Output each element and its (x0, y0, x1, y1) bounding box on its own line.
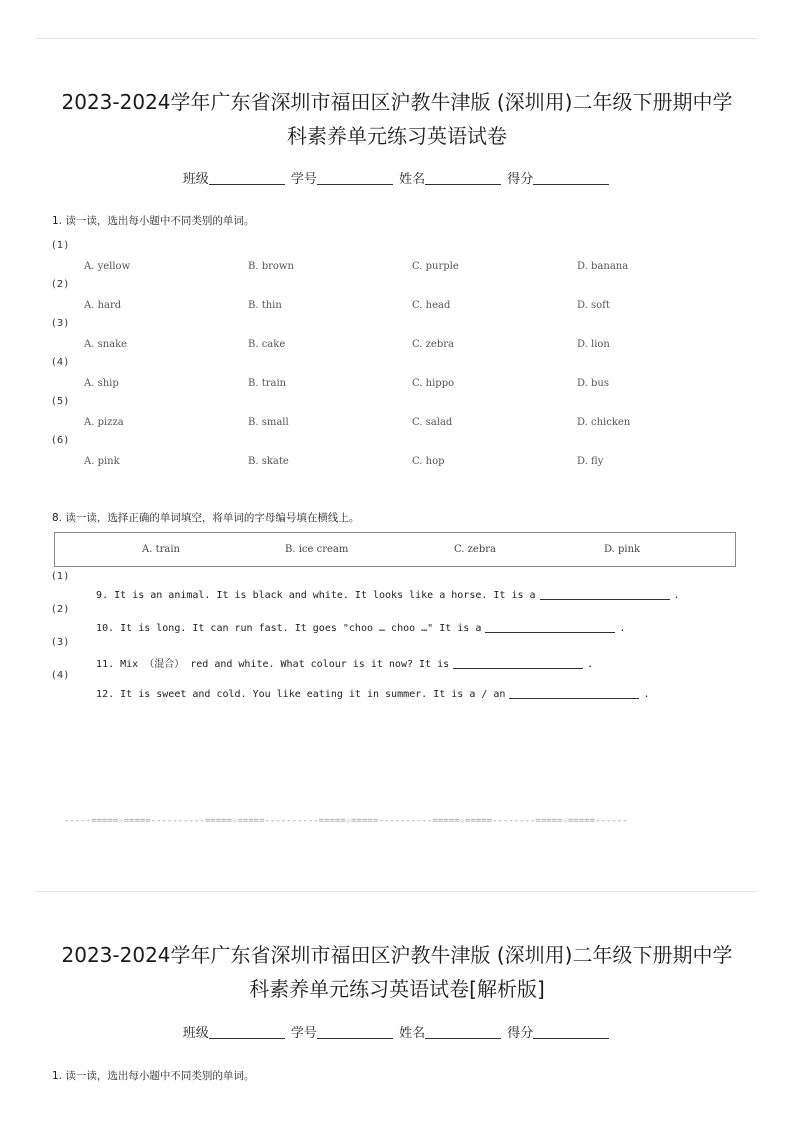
q1-option: B. small (248, 417, 289, 428)
word-bank-option: B. ice cream (285, 544, 349, 555)
q1-option: C. zebra (412, 339, 454, 350)
sentence-text: 10. It is long. It can run fast. It goes "choo … choo …" It is a (96, 623, 482, 634)
q1-item-number: (4) (52, 357, 70, 368)
q1-option: B. train (248, 378, 287, 389)
number-label: 学号 (290, 1026, 317, 1041)
q1-option: D. chicken (577, 417, 631, 428)
page-title-line1: 2023-2024学年广东省深圳市福田区沪教牛津版 (深圳用)二年级下册期中学 (61, 90, 733, 114)
score-label: 得分 (507, 172, 534, 187)
score-label: 得分 (507, 1026, 534, 1041)
q1-option: A. pizza (84, 417, 124, 428)
page2-student-info-row (0, 1022, 794, 1041)
q1-option: A. ship (84, 378, 119, 389)
number-blank[interactable] (317, 1026, 393, 1039)
q1-option: D. banana (577, 261, 629, 272)
q1-option: C. hippo (412, 378, 455, 389)
q1-item-number: (1) (52, 240, 70, 251)
section-divider: -----=====☆=====----------=====☆=====----------=====☆=====----------=====☆=====--------=====☆=====------ (64, 816, 628, 826)
q1-option: A. yellow (84, 261, 131, 272)
q1-option: C. salad (412, 417, 453, 428)
student-info-row (0, 168, 794, 187)
page-top-rule (36, 38, 758, 39)
q8-sentence (84, 644, 593, 670)
q1-option: B. thin (248, 300, 282, 311)
q8-item-number: (1) (52, 571, 70, 582)
answer-blank[interactable] (540, 589, 670, 600)
sentence-text: 9. It is an animal. It is black and white. It looks like a horse. It is a (96, 590, 536, 601)
number-label: 学号 (290, 172, 317, 187)
page2-title-line1: 2023-2024学年广东省深圳市福田区沪教牛津版 (深圳用)二年级下册期中学 (61, 943, 733, 967)
q1-option: C. purple (412, 261, 459, 272)
word-bank-option: C. zebra (454, 544, 496, 555)
class-label: 班级 (182, 1026, 209, 1041)
page-title-line2: 科素养单元练习英语试卷 (287, 124, 507, 148)
q1-option: A. hard (84, 300, 122, 311)
name-label: 姓名 (399, 172, 426, 187)
sentence-end: . (673, 590, 680, 601)
score-blank[interactable] (533, 1026, 609, 1039)
q1-option: D. fly (577, 456, 604, 467)
sentence-end: . (619, 623, 626, 634)
score-blank[interactable] (533, 172, 609, 185)
q1-item-number: (3) (52, 318, 70, 329)
class-label: 班级 (182, 172, 209, 187)
q1-item-number: (2) (52, 279, 70, 290)
name-blank[interactable] (425, 172, 501, 185)
q1-option: C. head (412, 300, 451, 311)
class-blank[interactable] (209, 172, 285, 185)
page2-question-1-heading: 1. 读一读，选出每小题中不同类别的单词。 (52, 1070, 255, 1082)
sentence-end: . (643, 689, 650, 700)
q1-item-number: (6) (52, 435, 70, 446)
page-separator-rule (36, 891, 758, 892)
sentence-text: 11. Mix （混合） red and white. What colour is it now? It is (96, 659, 450, 670)
q8-sentence (84, 578, 680, 601)
answer-blank[interactable] (453, 658, 583, 669)
answer-blank[interactable] (509, 688, 639, 699)
page2-title-line2: 科素养单元练习英语试卷[解析版] (249, 977, 545, 1001)
sentence-end: . (587, 659, 594, 670)
q1-option: A. snake (84, 339, 128, 350)
class-blank[interactable] (209, 1026, 285, 1039)
q8-sentence (84, 611, 625, 634)
name-blank[interactable] (425, 1026, 501, 1039)
q1-option: B. skate (248, 456, 289, 467)
number-blank[interactable] (317, 172, 393, 185)
q8-sentence (84, 677, 649, 700)
name-label: 姓名 (399, 1026, 426, 1041)
q1-option: D. soft (577, 300, 610, 311)
q8-item-number: (2) (52, 604, 70, 615)
q1-option: B. cake (248, 339, 286, 350)
question-8-heading: 8. 读一读，选择正确的单词填空，将单词的字母编号填在横线上。 (52, 512, 360, 524)
q1-option: D. bus (577, 378, 609, 389)
answer-blank[interactable] (485, 622, 615, 633)
q1-option: D. lion (577, 339, 610, 350)
question-1-heading: 1. 读一读，选出每小题中不同类别的单词。 (52, 215, 255, 227)
word-bank-option: D. pink (604, 544, 641, 555)
q1-item-number: (5) (52, 396, 70, 407)
q1-option: A. pink (84, 456, 120, 467)
sentence-text: 12. It is sweet and cold. You like eating it in summer. It is a / an (96, 689, 506, 700)
q1-option: B. brown (248, 261, 294, 272)
q8-item-number: (4) (52, 670, 70, 681)
word-bank-option: A. train (142, 544, 180, 555)
q1-option: C. hop (412, 456, 445, 467)
q8-item-number: (3) (52, 637, 70, 648)
